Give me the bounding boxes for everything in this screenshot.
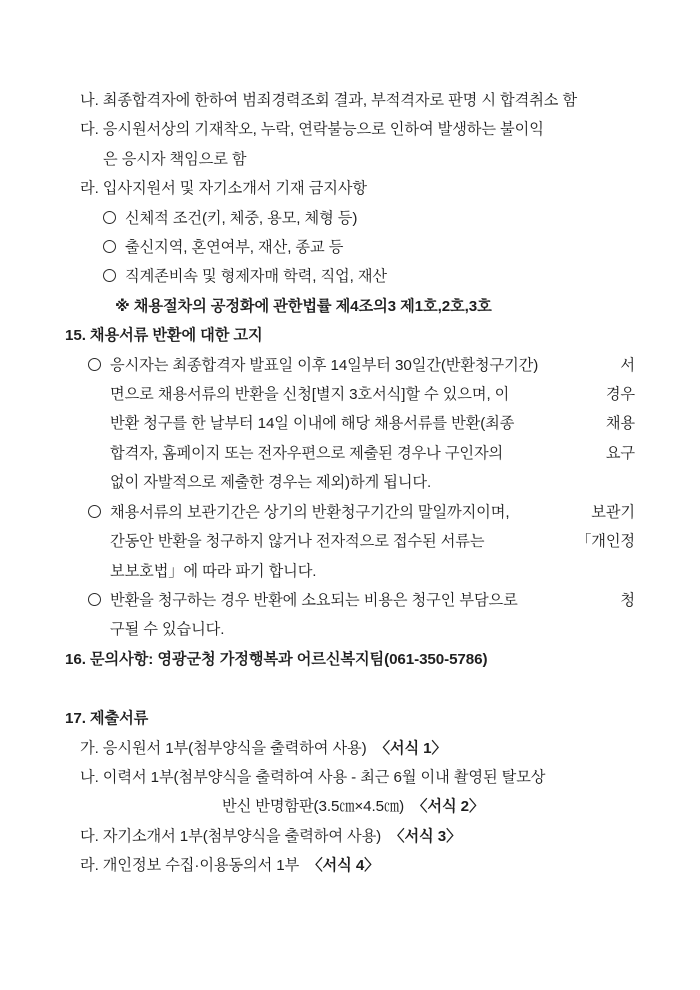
bullet-1-line-3-b: 채용	[605, 415, 635, 433]
circle-bullet-icon	[103, 211, 116, 224]
bullet-1-line-1	[0, 351, 700, 380]
bullet-3-line-1	[0, 586, 700, 615]
bullet-1-line-5: 없이 자발적으로 제출한 경우는 제외)하게 됩니다.	[110, 474, 432, 492]
bullet-2-line-1-b: 보관기	[591, 503, 635, 521]
section-16-heading: 16. 문의사항:	[65, 650, 154, 668]
submit-doc-item-2-form-tag: 〈서식 2〉	[412, 798, 485, 816]
bullet-2-line-1-a: 채용서류의 보관기간은 상기의 반환청구기간의 말일까지이며,	[88, 498, 509, 527]
submit-doc-item-1-text: 가. 응시원서 1부(첨부양식을 출력하여 사용)	[80, 739, 367, 757]
bullet-2-line-3: 보보호법」에 따라 파기 합니다.	[110, 562, 317, 580]
submit-doc-item-2-text: 나. 이력서 1부(첨부양식을 출력하여 사용 - 최근 6월 이내 촬영된 탈모상	[80, 768, 546, 786]
item-ra-prohibited-heading: 라. 입사지원서 및 자기소개서 기재 금지사항	[80, 180, 367, 198]
submit-doc-item-3-text: 다. 자기소개서 1부(첨부양식을 출력하여 사용)	[80, 827, 382, 845]
submit-doc-item-1	[0, 734, 700, 763]
submit-doc-item-3-form-tag: 〈서식 3〉	[389, 827, 462, 845]
section-16-line	[0, 645, 700, 674]
bullet-1-line-1-b: 서	[620, 356, 635, 374]
circle-bullet-icon	[103, 240, 116, 253]
circle-bullet-icon	[88, 593, 101, 606]
section-15-bullet-1	[0, 351, 700, 498]
submit-doc-item-4-text: 라. 개인정보 수집·이용동의서 1부	[80, 857, 300, 875]
bullet-1-line-2-a: 면으로 채용서류의 반환을 신청[별지 3호서식]할 수 있으며, 이	[110, 386, 510, 404]
bullet-1-line-2	[0, 380, 700, 409]
section-17-heading: 17. 제출서류	[65, 710, 149, 728]
bullet-2-line-1	[0, 498, 700, 527]
bullet-1-line-1-a: 응시자는 최종합격자 발표일 이후 14일부터 30일간(반환청구기간)	[88, 351, 538, 380]
circle-bullet-icon	[88, 358, 101, 371]
bullet-1-line-3	[0, 409, 700, 438]
prohibited-item-3	[0, 262, 700, 291]
prohibited-item-1-label: 신체적 조건(키, 체중, 용모, 체형 등)	[125, 209, 358, 227]
section-15-bullet-2	[0, 498, 700, 586]
submit-doc-item-3	[0, 822, 700, 851]
item-da-line1: 다. 응시원서상의 기재착오, 누락, 연락불능으로 인하여 발생하는 불이익	[80, 121, 544, 139]
prohibited-item-3-label: 직계존비속 및 형제자매 학력, 직업, 재산	[125, 268, 387, 286]
submit-doc-item-2	[0, 763, 700, 792]
bullet-1-line-4-b: 요구	[605, 444, 635, 462]
prohibited-item-1	[0, 204, 700, 233]
submit-doc-item-4-form-tag: 〈서식 4〉	[307, 857, 380, 875]
submit-doc-item-4	[0, 851, 700, 880]
law-reference-text: 채용절차의 공정화에 관한법률 제4조의3 제1호,2호,3호	[133, 297, 492, 315]
reference-mark-icon: ※	[115, 297, 130, 315]
bullet-3-line-1-a: 반환을 청구하는 경우 반환에 소요되는 비용은 청구인 부담으로	[88, 586, 518, 615]
bullet-3-line-1-b: 청	[620, 591, 635, 609]
circle-bullet-icon	[103, 269, 116, 282]
item-da-line2: 은 응시자 책임으로 함	[103, 150, 247, 168]
submit-doc-item-2-cont-text: 반신 반명함판(3.5㎝×4.5㎝)	[222, 798, 405, 816]
law-reference-note	[0, 292, 700, 321]
submit-doc-item-2-cont	[0, 792, 700, 821]
item-na-criminal-record: 나. 최종합격자에 한하여 범죄경력조회 결과, 부적격자로 판명 시 합격취소 함	[80, 92, 578, 109]
section-15-bullet-3	[0, 586, 700, 645]
bullet-1-line-4-a: 합격자, 홈페이지 또는 전자우편으로 제출된 경우나 구인자의	[110, 444, 504, 462]
prohibited-item-2	[0, 233, 700, 262]
bullet-1-line-3-a: 반환 청구를 한 날부터 14일 이내에 해당 채용서류를 반환(최종	[110, 415, 515, 433]
section-16-contact: 영광군청 가정행복과 어르신복지팀(061-350-5786)	[157, 650, 488, 668]
bullet-3-line-2: 구될 수 있습니다.	[110, 621, 225, 639]
prohibited-item-2-label: 출신지역, 혼연여부, 재산, 종교 등	[125, 239, 344, 257]
bullet-1-line-2-b: 경우	[605, 386, 635, 404]
bullet-2-line-2-a: 간동안 반환을 청구하지 않거나 전자적으로 접수된 서류는	[110, 533, 485, 551]
circle-bullet-icon	[88, 505, 101, 518]
bullet-2-line-2	[0, 527, 700, 556]
section-15-heading: 15. 채용서류 반환에 대한 고지	[65, 327, 263, 345]
section-gap	[0, 674, 700, 704]
bullet-1-line-4	[0, 439, 700, 468]
submit-doc-item-1-form-tag: 〈서식 1〉	[374, 739, 447, 757]
bullet-2-line-2-b: 「개인정	[576, 533, 635, 551]
